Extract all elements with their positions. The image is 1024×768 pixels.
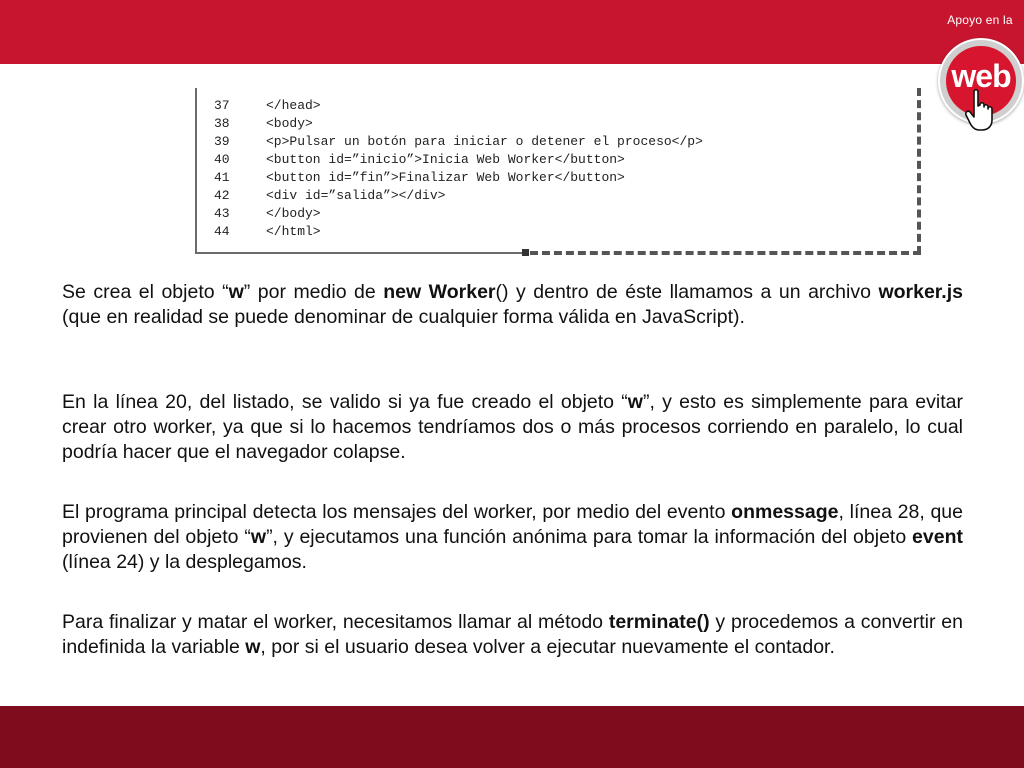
hand-cursor-icon (962, 88, 1002, 132)
bold-run: onmessage (731, 501, 839, 523)
code-listing (214, 97, 703, 241)
footer-bar (0, 706, 1024, 768)
paragraph-terminate (62, 610, 963, 660)
text-run: , por si el usuario desea volver a ejecutar nuevamente el contador. (260, 636, 835, 658)
line-number: 37 (214, 98, 230, 113)
bold-run: w (245, 636, 261, 658)
bold-run: new Worker (383, 281, 496, 303)
bold-run: w (627, 391, 643, 413)
line-code: <button id=”fin”>Finalizar Web Worker</button> (266, 170, 625, 185)
line-number: 42 (214, 188, 230, 203)
line-number: 44 (214, 224, 230, 239)
line-number: 43 (214, 206, 230, 221)
text-run: ”, y ejecutamos una función anónima para tomar la información del objeto (266, 526, 913, 548)
code-line (214, 187, 703, 205)
line-code: </body> (266, 206, 321, 221)
text-run: , línea 28, que provienen del objeto “ (62, 501, 963, 548)
text-run: (línea 24) y la desplegamos. (62, 551, 307, 573)
dashed-border-corner (522, 249, 529, 256)
dashed-border-bottom (530, 251, 921, 255)
bold-run: terminate() (608, 611, 710, 633)
dashed-border-right (917, 88, 921, 254)
line-number: 40 (214, 152, 230, 167)
text-run: Para finalizar y matar el worker, necesitamos llamar al método (62, 611, 609, 633)
code-line (214, 133, 703, 151)
bold-run: event (912, 526, 963, 548)
text-run: En la línea 20, del listado, se valido si ya fue creado el objeto “ (62, 391, 628, 413)
code-line (214, 151, 703, 169)
bold-run: worker.js (878, 281, 963, 303)
code-line (214, 205, 703, 223)
code-line (214, 169, 703, 187)
logo-caption: Apoyo en la (947, 13, 1013, 27)
text-run: El programa principal detecta los mensajes del worker, por medio del evento (62, 501, 732, 523)
line-code: </html> (266, 224, 321, 239)
header-bar (0, 0, 1024, 64)
line-code: <body> (266, 116, 313, 131)
line-code: </head> (266, 98, 321, 113)
text-run: () y dentro de éste llamamos a un archivo (495, 281, 879, 303)
logo-text: web (951, 58, 1011, 94)
code-line (214, 223, 703, 241)
line-number: 38 (214, 116, 230, 131)
text-run: Se crea el objeto “ (62, 281, 229, 303)
paragraph-line-20 (62, 390, 963, 465)
text-run: (que en realidad se puede denominar de cualquier forma válida en JavaScript). (62, 306, 745, 328)
paragraph-worker-creation (62, 280, 963, 330)
line-number: 41 (214, 170, 230, 185)
line-number: 39 (214, 134, 230, 149)
paragraph-onmessage (62, 500, 963, 575)
line-code: <button id=”inicio”>Inicia Web Worker</button> (266, 152, 625, 167)
text-run: y procedemos a convertir en indefinida la variable (62, 611, 963, 658)
line-code: <p>Pulsar un botón para iniciar o detener el proceso</p> (266, 134, 703, 149)
line-code: <div id=”salida”></div> (266, 188, 446, 203)
code-line (214, 115, 703, 133)
code-line (214, 97, 703, 115)
bold-run: w (250, 526, 267, 548)
bold-run: w (228, 281, 244, 303)
text-run: ” por medio de (243, 281, 384, 303)
text-run: ”, y esto es simplemente para evitar crear otro worker, ya que si lo hacemos tendríamos dos o más procesos corriendo en paralelo, lo cual podría hacer que el navegador colapse. (62, 391, 963, 463)
